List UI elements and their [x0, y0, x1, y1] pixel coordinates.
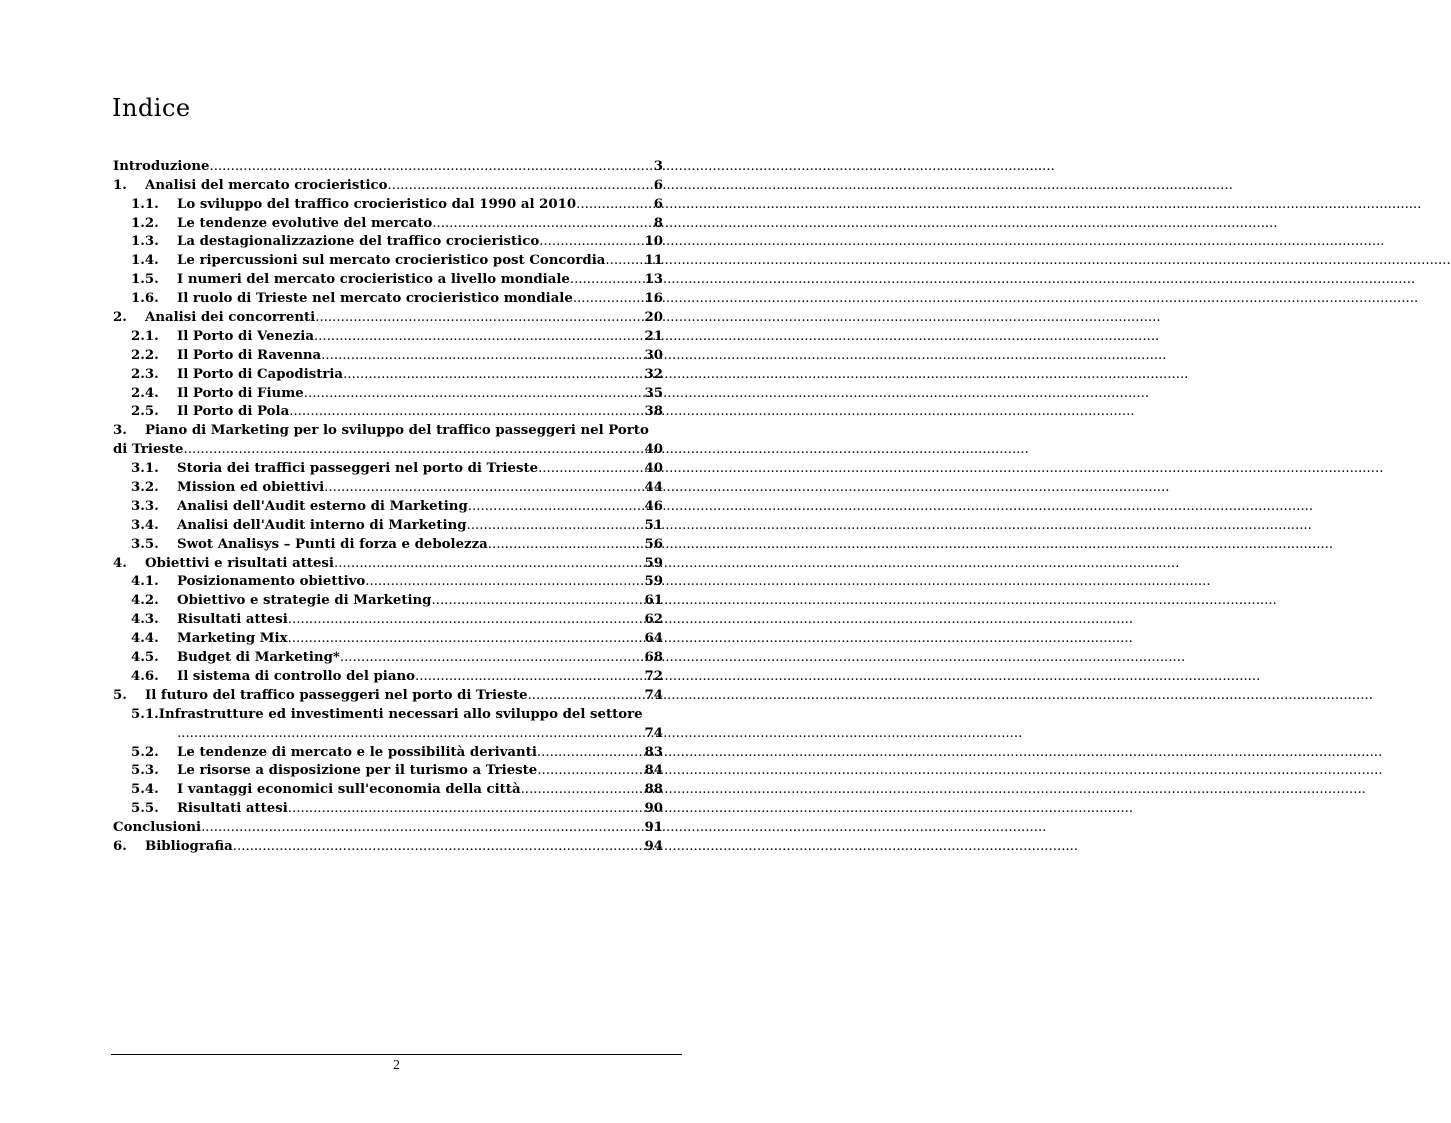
toc-entry-number: 2.4. — [131, 385, 159, 401]
toc-entry-page: 11 — [644, 253, 663, 269]
toc-entry-number: 2. — [113, 310, 127, 326]
toc-entry-section[interactable] — [113, 798, 663, 817]
toc-leader — [209, 158, 652, 175]
toc-leader — [184, 441, 644, 458]
toc-entry-number: 1.4. — [131, 253, 159, 269]
toc-entry-page: 44 — [644, 480, 663, 496]
toc-entry-chapter-1[interactable] — [113, 175, 663, 194]
toc-entry-page: 32 — [644, 366, 663, 382]
toc-entry-section[interactable] — [113, 213, 663, 232]
toc-entry-section[interactable] — [113, 250, 663, 269]
toc-entry-section[interactable] — [113, 288, 663, 307]
toc-entry-page: 38 — [644, 404, 663, 420]
table-of-contents — [113, 156, 663, 855]
toc-entry-number: 3.5. — [131, 536, 159, 552]
toc-entry-title: Budget di Marketing* — [177, 650, 340, 666]
toc-entry-number: 4.5. — [131, 650, 159, 666]
toc-entry-number: 5.2. — [131, 744, 159, 760]
toc-entry-title: Marketing Mix — [177, 631, 288, 647]
toc-entry-number: 3.2. — [131, 480, 159, 496]
toc-entry-number: 4.2. — [131, 593, 159, 609]
toc-leader — [334, 555, 644, 572]
toc-entry-title: Le ripercussioni sul mercato crocieristico post Concordia — [177, 253, 606, 269]
toc-entry-number: 3. — [113, 423, 127, 439]
toc-entry-title: Il Porto di Fiume — [177, 385, 304, 401]
toc-entry-page: 83 — [644, 744, 663, 760]
toc-entry-page: 94 — [644, 838, 663, 854]
toc-leader — [304, 385, 644, 402]
toc-entry-conclusioni[interactable] — [113, 817, 663, 836]
toc-entry-page: 91 — [644, 820, 663, 836]
toc-entry-number: 4.4. — [131, 631, 159, 647]
toc-entry-number: 2.1. — [131, 328, 159, 344]
toc-leader — [288, 800, 644, 817]
toc-entry-number: 6. — [113, 838, 127, 854]
toc-entry-chapter-6[interactable] — [113, 836, 663, 855]
toc-entry-chapter-4[interactable] — [113, 553, 663, 572]
toc-entry-section[interactable] — [113, 477, 663, 496]
toc-entry-page: 74 — [644, 725, 663, 741]
toc-leader — [538, 460, 643, 477]
page-number: 2 — [393, 1058, 400, 1073]
toc-entry-page: 35 — [644, 385, 663, 401]
toc-leader — [289, 403, 643, 420]
toc-entry-title: Analisi dell'Audit esterno di Marketing — [177, 498, 468, 514]
toc-leader — [324, 479, 643, 496]
toc-entry-page: 62 — [644, 612, 663, 628]
toc-entry-title: Il Porto di Pola — [177, 404, 290, 420]
toc-entry-section[interactable] — [113, 572, 663, 591]
toc-entry-title: Il Porto di Capodistria — [177, 366, 344, 382]
toc-entry-section[interactable] — [113, 761, 663, 780]
toc-entry-number: 2.2. — [131, 347, 159, 363]
toc-leader — [521, 781, 644, 798]
toc-entry-number: 1. — [113, 177, 127, 193]
toc-entry-title: Obiettivi e risultati attesi — [145, 555, 334, 571]
toc-leader — [539, 233, 643, 250]
toc-leader — [343, 366, 643, 383]
toc-leader — [387, 177, 652, 194]
toc-leader — [570, 271, 644, 288]
toc-entry-section[interactable] — [113, 458, 663, 477]
toc-entry-number: 4.1. — [131, 574, 159, 590]
toc-entry-title: Infrastrutture ed investimenti necessari allo sviluppo del settore — [158, 706, 643, 722]
toc-entry-line — [113, 723, 663, 742]
toc-entry-title: Introduzione — [113, 158, 210, 174]
toc-entry-number: 1.3. — [131, 234, 159, 250]
toc-entry-title: Analisi dei concorrenti — [145, 310, 316, 326]
toc-leader — [201, 819, 643, 836]
toc-entry-title: Posizionamento obiettivo — [177, 574, 366, 590]
toc-entry-page: 3 — [653, 158, 663, 174]
toc-entry-section[interactable] — [113, 269, 663, 288]
toc-leader — [468, 498, 644, 515]
toc-entry-page: 30 — [644, 347, 663, 363]
toc-leader — [415, 668, 643, 685]
toc-entry-title: Il sistema di controllo del piano — [177, 668, 416, 684]
toc-entry-page: 21 — [644, 328, 663, 344]
toc-leader — [573, 290, 644, 307]
toc-entry-title: La destagionalizzazione del traffico crocieristico — [177, 234, 540, 250]
toc-entry-number: 3.3. — [131, 498, 159, 514]
toc-entry-number: 5. — [113, 687, 127, 703]
toc-leader — [488, 536, 644, 553]
toc-entry-section[interactable] — [113, 647, 663, 666]
toc-entry-number: 2.3. — [131, 366, 159, 382]
toc-entry-introduzione[interactable] — [113, 156, 663, 175]
toc-entry-page: 46 — [644, 498, 663, 514]
toc-entry-title: Obiettivo e strategie di Marketing — [177, 593, 432, 609]
toc-entry-section[interactable] — [113, 194, 663, 213]
toc-entry-page: 6 — [653, 196, 663, 212]
toc-entry-section[interactable] — [113, 496, 663, 515]
toc-entry-section-5-1[interactable] — [113, 704, 663, 742]
toc-entry-section[interactable] — [113, 609, 663, 628]
toc-leader — [537, 744, 644, 761]
toc-entry-title: I numeri del mercato crocieristico a livello mondiale — [177, 272, 570, 288]
toc-entry-number: 2.5. — [131, 404, 159, 420]
toc-leader — [288, 630, 644, 647]
toc-entry-section[interactable] — [113, 515, 663, 534]
toc-entry-chapter-5[interactable] — [113, 685, 663, 704]
toc-entry-section[interactable] — [113, 779, 663, 798]
toc-entry-number: 1.2. — [131, 215, 159, 231]
toc-entry-page: 72 — [644, 668, 663, 684]
toc-entry-number: 4. — [113, 555, 127, 571]
toc-entry-section[interactable] — [113, 326, 663, 345]
toc-entry-page: 56 — [644, 536, 663, 552]
toc-entry-page: 84 — [644, 763, 663, 779]
toc-entry-title: Mission ed obiettivi — [177, 480, 325, 496]
page-title: Indice — [112, 94, 191, 122]
toc-entry-section[interactable] — [113, 232, 663, 251]
toc-leader — [467, 517, 644, 534]
toc-entry-number: 3.4. — [131, 517, 159, 533]
toc-entry-line — [113, 420, 663, 439]
toc-entry-page: 40 — [644, 442, 663, 458]
toc-leader — [233, 838, 644, 855]
toc-leader — [340, 649, 644, 666]
toc-entry-number: 5.1. — [131, 706, 159, 722]
toc-leader — [315, 309, 643, 326]
toc-entry-page: 10 — [644, 234, 663, 250]
toc-leader — [365, 573, 643, 590]
toc-entry-title: Lo sviluppo del traffico crocieristico dal 1990 al 2010 — [177, 196, 577, 212]
toc-entry-page: 74 — [644, 687, 663, 703]
toc-entry-title: Analisi dell'Audit interno di Marketing — [177, 517, 467, 533]
toc-entry-page: 64 — [644, 631, 663, 647]
toc-leader — [177, 725, 643, 742]
toc-entry-number: 1.6. — [131, 291, 159, 307]
toc-entry-number: 3.1. — [131, 461, 159, 477]
toc-entry-page: 6 — [653, 177, 663, 193]
toc-entry-page: 40 — [644, 461, 663, 477]
toc-entry-number: 4.3. — [131, 612, 159, 628]
toc-leader — [576, 196, 653, 213]
toc-entry-line — [113, 439, 663, 458]
toc-entry-title: Il futuro del traffico passeggeri nel porto di Trieste — [145, 687, 528, 703]
toc-entry-page: 59 — [644, 555, 663, 571]
toc-entry-number: 1.5. — [131, 272, 159, 288]
toc-entry-line — [113, 704, 663, 723]
toc-entry-section[interactable] — [113, 742, 663, 761]
toc-entry-section[interactable] — [113, 402, 663, 421]
toc-entry-page: 68 — [644, 650, 663, 666]
toc-entry-section[interactable] — [113, 364, 663, 383]
toc-entry-title: Il Porto di Venezia — [177, 328, 314, 344]
toc-entry-section[interactable] — [113, 590, 663, 609]
toc-entry-title: I vantaggi economici sull'economia della città — [177, 782, 521, 798]
toc-leader — [321, 347, 643, 364]
toc-entry-page: 51 — [644, 517, 663, 533]
toc-entry-page: 61 — [644, 593, 663, 609]
toc-entry-title: Piano di Marketing per lo sviluppo del traffico passeggeri nel Porto — [145, 423, 649, 439]
toc-leader — [605, 252, 643, 269]
toc-entry-title: Il Porto di Ravenna — [177, 347, 322, 363]
toc-entry-page: 88 — [644, 782, 663, 798]
toc-entry-title: Conclusioni — [113, 820, 202, 836]
toc-entry-title: Le tendenze di mercato e le possibilità derivanti — [177, 744, 537, 760]
toc-leader — [314, 328, 644, 345]
toc-entry-page: 59 — [644, 574, 663, 590]
toc-entry-page: 20 — [644, 310, 663, 326]
toc-entry-title: Il ruolo di Trieste nel mercato crocieristico mondiale — [177, 291, 573, 307]
toc-entry-title: Bibliografia — [145, 838, 233, 854]
toc-entry-title: Le risorse a disposizione per il turismo a Trieste — [177, 763, 538, 779]
toc-entry-number: 5.5. — [131, 801, 159, 817]
toc-leader — [537, 762, 643, 779]
toc-entry-chapter-2[interactable] — [113, 307, 663, 326]
toc-leader — [288, 611, 644, 628]
footer-divider — [111, 1054, 682, 1055]
toc-entry-page: 16 — [644, 291, 663, 307]
toc-entry-section[interactable] — [113, 345, 663, 364]
toc-entry-title-cont: di Trieste — [113, 442, 184, 458]
toc-entry-title: Le tendenze evolutive del mercato — [177, 215, 433, 231]
toc-leader — [431, 592, 643, 609]
toc-entry-number: 4.6. — [131, 668, 159, 684]
toc-entry-section[interactable] — [113, 666, 663, 685]
toc-entry-title: Analisi del mercato crocieristico — [145, 177, 388, 193]
toc-entry-title: Risultati attesi — [177, 801, 288, 817]
toc-entry-page: 8 — [653, 215, 663, 231]
toc-entry-title: Storia dei traffici passeggeri nel porto di Trieste — [177, 461, 539, 477]
toc-entry-title: Swot Analisys – Punti di forza e debolezza — [177, 536, 488, 552]
toc-entry-title: Risultati attesi — [177, 612, 288, 628]
toc-entry-number: 1.1. — [131, 196, 159, 212]
toc-entry-page: 13 — [644, 272, 663, 288]
toc-entry-chapter-3[interactable] — [113, 420, 663, 458]
toc-entry-section[interactable] — [113, 628, 663, 647]
toc-entry-page: 90 — [644, 801, 663, 817]
toc-entry-section[interactable] — [113, 383, 663, 402]
toc-entry-section[interactable] — [113, 534, 663, 553]
toc-leader — [432, 215, 652, 232]
toc-entry-number: 5.4. — [131, 782, 159, 798]
toc-leader — [528, 687, 644, 704]
toc-entry-number: 5.3. — [131, 763, 159, 779]
